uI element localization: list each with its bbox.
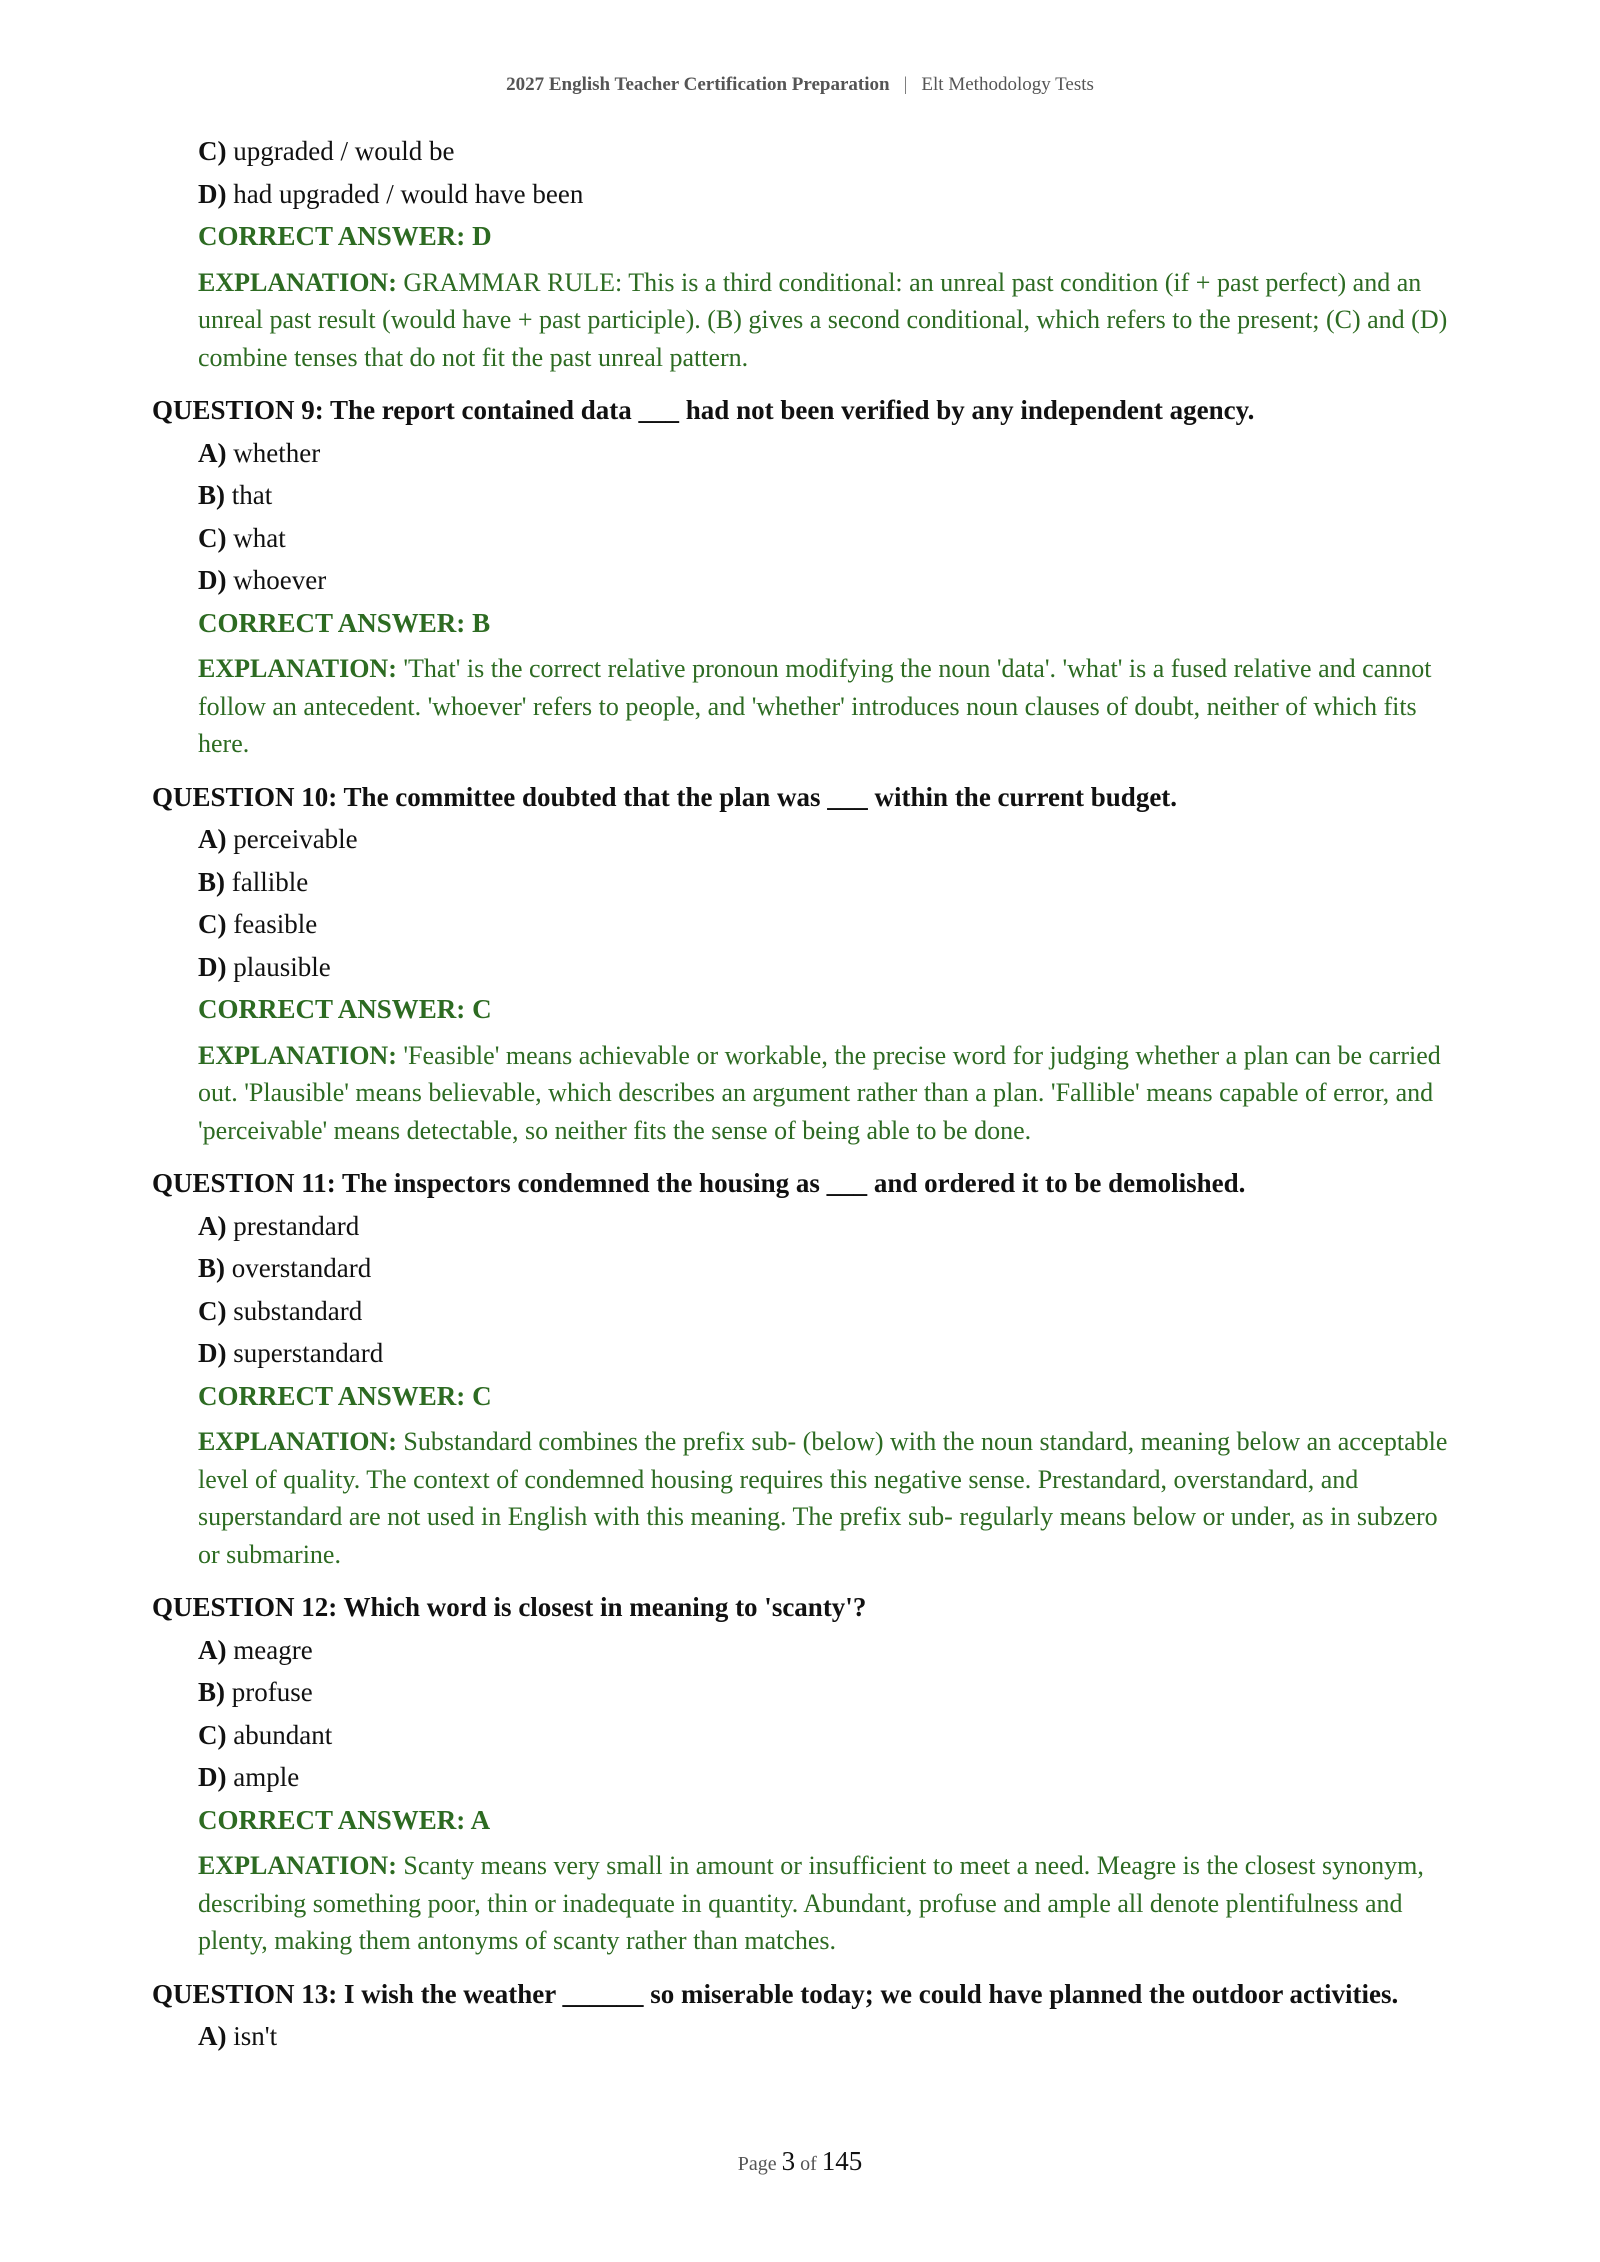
option-text: upgraded / would be (233, 136, 455, 166)
option-d (152, 179, 1452, 209)
option-text: whoever (233, 565, 327, 595)
option-letter: A) (198, 1634, 227, 1665)
question-8-tail (152, 136, 1452, 376)
option-letter: D) (198, 1338, 227, 1368)
option-d (152, 952, 1452, 982)
option-text: abundant (233, 1719, 333, 1750)
option-d (152, 1338, 1452, 1368)
option-text: fallible (231, 866, 309, 897)
option-letter: D) (198, 565, 227, 595)
option-letter: C) (198, 1719, 227, 1750)
document-subtitle: Elt Methodology Tests (921, 74, 1094, 95)
option-letter: D) (198, 1762, 227, 1792)
answer-label: CORRECT ANSWER: (198, 221, 466, 251)
page-footer (0, 2146, 1600, 2177)
answer-label: CORRECT ANSWER: (198, 1804, 466, 1835)
explanation-label: EXPLANATION: (198, 654, 397, 683)
option-text: whether (233, 437, 321, 468)
answer-label: CORRECT ANSWER: (198, 1380, 466, 1411)
option-letter: A) (198, 824, 227, 854)
option-c (152, 136, 1452, 166)
option-letter: B) (198, 1253, 225, 1283)
explanation-text: Scanty means very small in amount or insufficient to meet a need. Meagre is the closest synonym, describing something poor, thin or inadequate in quantity. Abundant, profuse and ample all denote plentifulness and plenty, making them antonyms of scanty rather than matches. (198, 1851, 1424, 1955)
option-letter: C) (198, 909, 227, 939)
correct-answer (152, 221, 1452, 251)
explanation-label: EXPLANATION: (198, 1851, 397, 1880)
question-title: QUESTION 9: The report contained data ___ had not been verified by any independent agency. (152, 395, 1255, 425)
answer-label: CORRECT ANSWER: (198, 607, 466, 638)
answer-label: CORRECT ANSWER: (198, 994, 466, 1024)
question-block (152, 1589, 1452, 1960)
option-letter: C) (198, 1295, 227, 1326)
option-letter: D) (198, 178, 227, 209)
option-a (152, 1635, 1452, 1665)
page-number: 3 (781, 2146, 796, 2176)
explanation-text: 'Feasible' means achievable or workable, the precise word for judging whether a plan can be carried out. 'Plausible' means believable, which describes an argument rather than a plan. 'Fallible' means capable of error, and 'perceivable' means detectable, so neither fits the sense of being able to be done. (198, 1040, 1441, 1145)
explanation-label: EXPLANATION: (198, 1427, 397, 1456)
explanation (152, 1847, 1452, 1960)
explanation-label: EXPLANATION: (198, 1040, 397, 1070)
option-letter: C) (198, 522, 227, 553)
explanation (152, 1037, 1452, 1150)
option-c (152, 909, 1452, 939)
question-block (152, 1976, 1452, 2052)
option-text: ample (233, 1762, 300, 1792)
option-b (152, 1253, 1452, 1283)
explanation-label: EXPLANATION: (198, 267, 397, 297)
option-d (152, 1762, 1452, 1792)
option-text: feasible (233, 909, 318, 939)
page-word: Page (737, 2153, 777, 2175)
option-text: perceivable (233, 824, 358, 854)
explanation (152, 264, 1452, 377)
option-letter: B) (198, 480, 225, 510)
option-letter: A) (198, 437, 227, 468)
question-title: QUESTION 12: Which word is closest in meaning to 'scanty'? (152, 1592, 867, 1622)
option-text: isn't (233, 2021, 278, 2051)
option-text: had upgraded / would have been (233, 178, 584, 209)
option-c (152, 1296, 1452, 1326)
option-text: what (233, 522, 286, 553)
explanation (152, 650, 1452, 763)
option-c (152, 523, 1452, 553)
option-letter: B) (198, 1677, 225, 1707)
option-b (152, 867, 1452, 897)
answer-value: A (470, 1804, 491, 1835)
option-letter: D) (198, 951, 227, 982)
question-title: QUESTION 13: I wish the weather ______ so miserable today; we could have planned the outdoor activities. (152, 1978, 1399, 2009)
option-letter: C) (198, 136, 227, 166)
option-a (152, 2021, 1452, 2051)
option-letter: A) (198, 2021, 227, 2051)
document-title: 2027 English Teacher Certification Preparation (506, 74, 890, 95)
question-block (152, 392, 1452, 763)
option-d (152, 565, 1452, 595)
answer-value: D (472, 221, 492, 251)
option-a (152, 1211, 1452, 1241)
option-text: profuse (231, 1677, 313, 1707)
option-letter: A) (198, 1210, 227, 1241)
option-text: substandard (233, 1295, 363, 1326)
option-a (152, 438, 1452, 468)
correct-answer (152, 1381, 1452, 1411)
option-text: superstandard (233, 1338, 384, 1368)
question-block (152, 779, 1452, 1150)
option-c (152, 1720, 1452, 1750)
correct-answer (152, 1805, 1452, 1835)
option-text: overstandard (231, 1253, 372, 1283)
page-content (152, 136, 1452, 2064)
page-total: 145 (821, 2146, 863, 2176)
header-separator: | (903, 74, 908, 95)
correct-answer (152, 994, 1452, 1024)
option-letter: B) (198, 866, 225, 897)
answer-value: C (472, 1380, 492, 1411)
option-text: prestandard (233, 1210, 360, 1241)
answer-value: C (472, 994, 492, 1024)
page-header (0, 74, 1600, 96)
explanation-text: Substandard combines the prefix sub- (below) with the noun standard, meaning below an acceptable level of quality. The context of condemned housing requires this negative sense. Prestandard, overstandard, and superstandard are not used in English with this meaning. The prefix sub- regularly means below or under, as in subzero or submarine. (198, 1427, 1448, 1569)
question-block (152, 1165, 1452, 1573)
explanation-text: 'That' is the correct relative pronoun modifying the noun 'data'. 'what' is a fused relative and cannot follow an antecedent. 'whoever' refers to people, and 'whether' introduces noun clauses of doubt, neither of which fits here. (198, 654, 1432, 758)
option-a (152, 824, 1452, 854)
option-b (152, 1677, 1452, 1707)
explanation-text: GRAMMAR RULE: This is a third conditional: an unreal past condition (if + past perfect) and an unreal past result (would have + past participle). (B) gives a second conditional, which refers to the present; (C) and (D) combine tenses that do not fit the past unreal pattern. (198, 267, 1448, 372)
explanation (152, 1423, 1452, 1573)
answer-value: B (472, 607, 491, 638)
option-text: meagre (233, 1634, 313, 1665)
correct-answer (152, 608, 1452, 638)
question-title: QUESTION 10: The committee doubted that the plan was ___ within the current budget. (152, 781, 1178, 812)
question-title: QUESTION 11: The inspectors condemned the housing as ___ and ordered it to be demolished. (152, 1168, 1246, 1198)
of-word: of (800, 2153, 817, 2175)
option-text: plausible (233, 951, 331, 982)
option-text: that (231, 480, 273, 510)
option-b (152, 480, 1452, 510)
